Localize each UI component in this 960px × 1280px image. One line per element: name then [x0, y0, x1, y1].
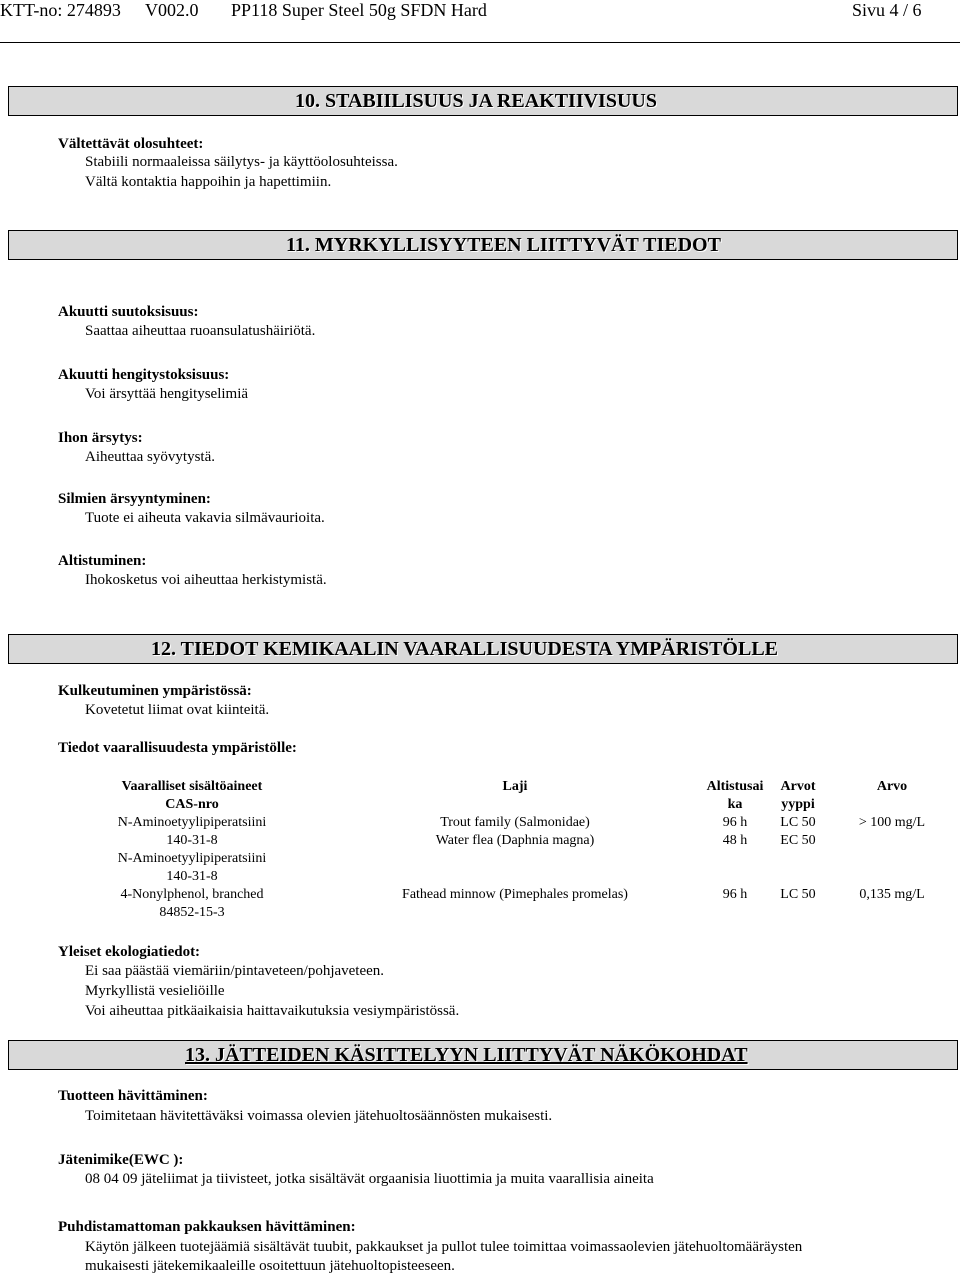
table-header-substance: Vaaralliset sisältöaineet: [121, 779, 263, 794]
product-name: PP118 Super Steel 50g SFDN Hard: [231, 0, 487, 20]
table-row-3-type: LC 50: [780, 887, 816, 902]
acute-oral-text: Saattaa aiheuttaa ruoansulatushäiriötä.: [85, 323, 316, 339]
table-header-exposure-cont: ka: [727, 797, 743, 812]
table-row-3-cas: 84852-15-3: [159, 905, 225, 920]
avoid-conditions-line-2: Vältä kontaktia happoihin ja hapettimiin.: [85, 174, 332, 190]
table-row-2-cas: 140-31-8: [166, 869, 218, 884]
table-row-3-substance: 4-Nonylphenol, branched: [120, 887, 264, 902]
mobility-text: Kovetetut liimat ovat kiinteitä.: [85, 702, 270, 718]
table-header-type: Arvot: [780, 779, 816, 794]
section-10-heading: 10. STABIILISUUS JA REAKTIIVISUUS: [8, 86, 958, 116]
table-row-1-substance: N-Aminoetyylipiperatsiini: [117, 815, 267, 830]
table-row-2-species: Water flea (Daphnia magna): [435, 833, 595, 848]
table-row-3-species: Fathead minnow (Pimephales promelas): [402, 887, 628, 902]
disposal-text: Toimitetaan hävitettäväksi voimassa olevien jätehuoltosäännösten mukaisesti.: [85, 1108, 553, 1124]
ewc-label: Jätenimike(EWC ):: [58, 1152, 184, 1168]
mobility-label: Kulkeutuminen ympäristössä:: [58, 683, 252, 699]
table-header-species: Laji: [502, 779, 528, 794]
section-11-heading: 11. MYRKYLLISYYTEEN LIITTYVÄT TIEDOT: [8, 230, 958, 260]
section-13-heading: 13. JÄTTEIDEN KÄSITTELYYN LIITTYVÄT NÄKÖKOHDAT: [8, 1040, 958, 1070]
eye-irritation-label: Silmien ärsyyntyminen:: [58, 491, 211, 507]
header-rule: [0, 42, 960, 43]
acute-inhalation-label: Akuutti hengitystoksisuus:: [58, 367, 230, 383]
eco-info-label: Yleiset ekologiatiedot:: [58, 944, 201, 960]
eco-info-line-2: Myrkyllistä vesieliöille: [85, 983, 225, 999]
table-header-type-cont: yyppi: [781, 797, 815, 812]
table-row-3-value: 0,135 mg/L: [859, 887, 925, 902]
acute-oral-label: Akuutti suutoksisuus:: [58, 304, 199, 320]
skin-irritation-label: Ihon ärsytys:: [58, 430, 143, 446]
table-header-exposure: Altistusai: [706, 779, 764, 794]
table-row-1-type: LC 50: [780, 815, 816, 830]
avoid-conditions-line-1: Stabiili normaaleissa säilytys- ja käyttöolosuhteissa.: [85, 154, 398, 170]
packaging-line-1: Käytön jälkeen tuotejäämiä sisältävät tuubit, pakkaukset ja pullot tulee toimittaa voimassaolevien jätehuoltomääräysten: [85, 1239, 803, 1255]
acute-inhalation-text: Voi ärsyttää hengityselimiä: [85, 386, 249, 402]
exposure-text: Ihokosketus voi aiheuttaa herkistymistä.: [85, 572, 327, 588]
table-row-3-exposure: 96 h: [722, 887, 748, 902]
table-row-1-species: Trout family (Salmonidae): [440, 815, 590, 830]
skin-irritation-text: Aiheuttaa syövytystä.: [85, 449, 215, 465]
table-row-1-exposure: 96 h: [722, 815, 748, 830]
page-number: Sivu 4 / 6: [852, 0, 922, 20]
avoid-conditions-label: Vältettävät olosuhteet:: [58, 136, 204, 152]
eye-irritation-text: Tuote ei aiheuta vakavia silmävaurioita.: [85, 510, 325, 526]
env-hazard-label: Tiedot vaarallisuudesta ympäristölle:: [58, 740, 297, 756]
exposure-label: Altistuminen:: [58, 553, 147, 569]
table-header-value: Arvo: [876, 779, 908, 794]
document-version: V002.0: [145, 0, 199, 20]
eco-info-line-1: Ei saa päästää viemäriin/pintaveteen/pohjaveteen.: [85, 963, 385, 979]
document-id: KTT-no: 274893: [0, 0, 121, 20]
table-row-2-type: EC 50: [780, 833, 816, 848]
ewc-text: 08 04 09 jäteliimat ja tiivisteet, jotka sisältävät orgaanisia liuottimia ja muita vaarallisia aineita: [85, 1171, 654, 1187]
table-row-1-value: > 100 mg/L: [858, 815, 926, 830]
packaging-label: Puhdistamattoman pakkauksen hävittäminen:: [58, 1219, 356, 1235]
table-row-1-cas: 140-31-8: [166, 833, 218, 848]
disposal-label: Tuotteen hävittäminen:: [58, 1088, 208, 1104]
table-row-2-substance: N-Aminoetyylipiperatsiini: [117, 851, 267, 866]
table-row-2-exposure: 48 h: [722, 833, 748, 848]
eco-info-line-3: Voi aiheuttaa pitkäaikaisia haittavaikutuksia vesiympäristössä.: [85, 1003, 460, 1019]
packaging-line-2: mukaisesti jätekemikaaleille osoitettuun jätehuoltopisteeseen.: [85, 1258, 455, 1274]
section-12-heading: 12. TIEDOT KEMIKAALIN VAARALLISUUDESTA YMPÄRISTÖLLE: [8, 634, 958, 664]
table-header-cas: CAS-nro: [165, 797, 219, 812]
